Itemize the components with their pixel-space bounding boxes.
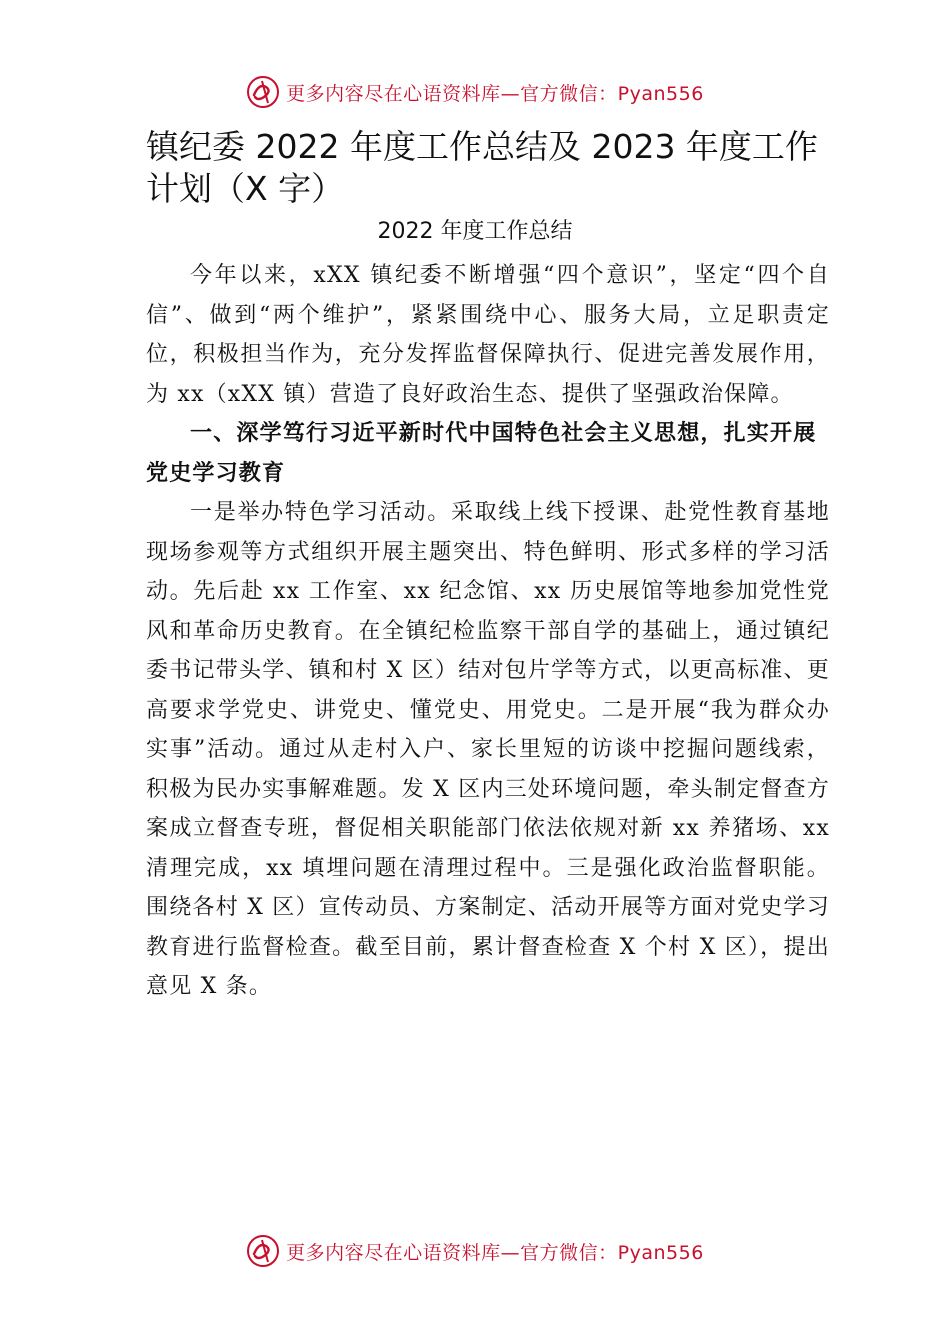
logo-seal-icon (246, 1234, 280, 1268)
header-banner (0, 72, 950, 112)
footer-banner (0, 1231, 950, 1271)
section-paragraph: 一是举办特色学习活动。采取线上线下授课、赴党性教育基地现场参观等方式组织开展主题突出、特色鲜明、形式多样的学习活动。先后赴 xx 工作室、xx 纪念馆、xx 历史展馆等地参加党性党风和革命历史教育。在全镇纪检监察干部自学的基础上，通过镇纪委书记带头学、镇和村 X 区）结对包片学等方式，以更高标准、更高要求学党史、讲党史、懂党史、用党史。二是开展“我为群众办实事”活动。通过从走村入户、家长里短的访谈中挖掘问题线索，积极为民办实事解难题。发 X 区内三处环境问题，牵头制定督查方案成立督查专班，督促相关职能部门依法依规对新 xx 养猪场、xx 清理完成，xx 填埋问题在清理过程中。三是强化政治监督职能。围绕各村 X 区）宣传动员、方案制定、活动开展等方面对党史学习教育进行监督检查。截至目前，累计督查检查 X 个村 X 区），提出意见 X 条。 (146, 500, 830, 999)
banner-text: 更多内容尽在心语资料库—官方微信：Pyan556 (286, 1241, 704, 1264)
document-title: 镇纪委 2022 年度工作总结及 2023 年度工作计划（X 字） (146, 127, 818, 208)
section-heading: 一、深学笃行习近平新时代中国特色社会主义思想，扎实开展党史学习教育 (146, 421, 817, 486)
intro-paragraph: 今年以来，xXX 镇纪委不断增强“四个意识”，坚定“四个自信”、做到“两个维护”，紧紧围绕中心、服务大局，立足职责定位，积极担当作为，充分发挥监督保障执行、促进完善发展作用，为 xx（xXX 镇）营造了良好政治生态、提供了坚强政治保障。 (146, 263, 830, 407)
logo-seal-icon (246, 75, 280, 109)
section-subtitle: 2022 年度工作总结 (377, 219, 573, 244)
document-body (146, 256, 830, 1007)
banner-text: 更多内容尽在心语资料库—官方微信：Pyan556 (286, 82, 704, 105)
